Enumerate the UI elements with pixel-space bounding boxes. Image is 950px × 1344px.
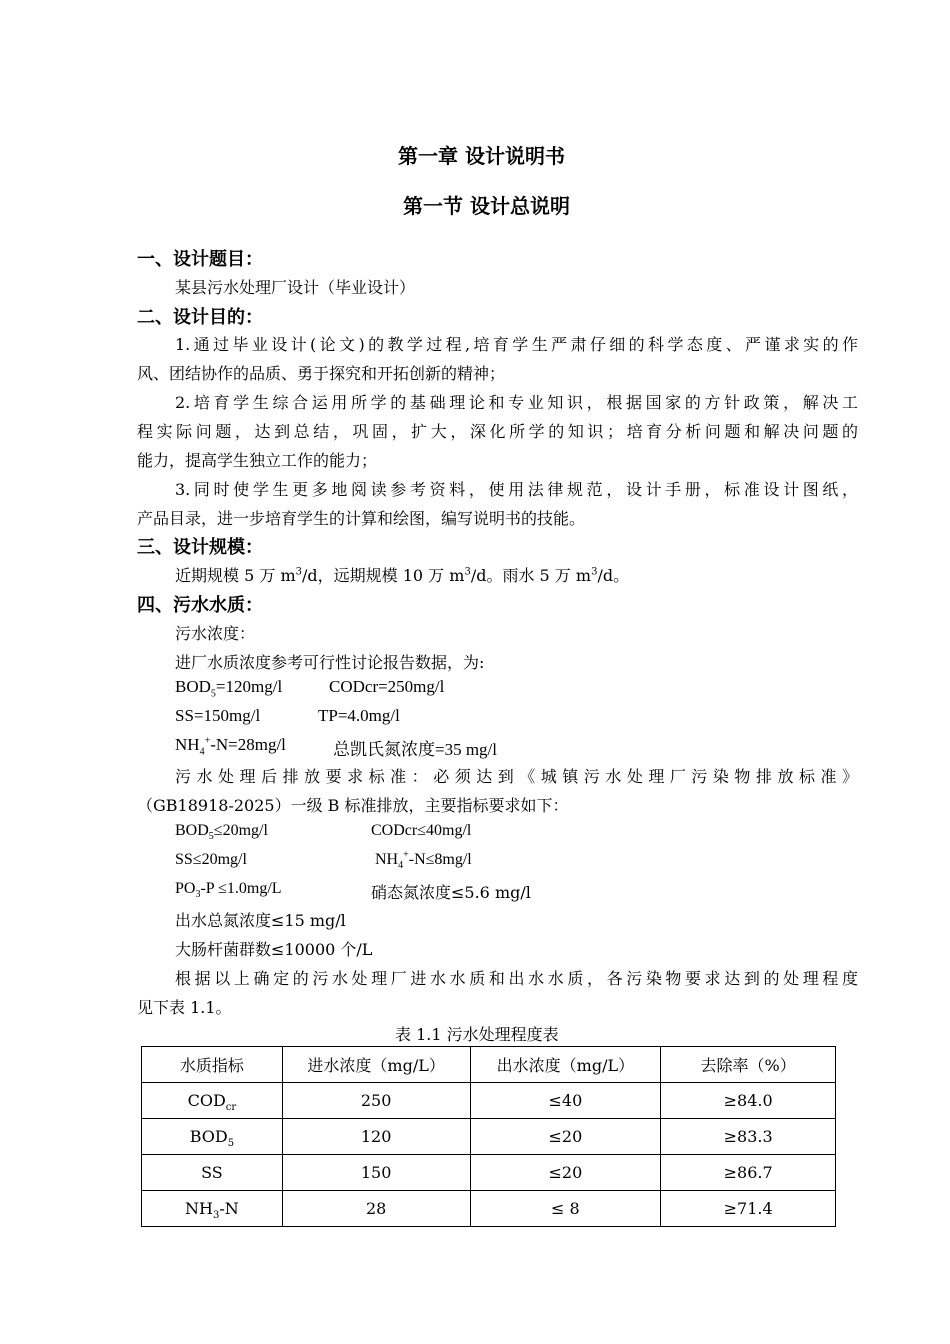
header-cell: 出水浓度（mg/L） (470, 1047, 661, 1083)
purpose-2-line-1: 2.培育学生综合运用所学的基础理论和专业知识，根据国家的方针政策，解决工 (175, 393, 858, 412)
table-row (142, 1155, 836, 1191)
effluent-cell: ≤40 (470, 1083, 661, 1119)
discharge-standard-line-2: （GB18918-2025）一级 B 标准排放，主要指标要求如下： (137, 796, 569, 815)
chapter-title: 第一章 设计说明书 (398, 144, 565, 168)
effluent-cell: ≤20 (470, 1119, 661, 1155)
indicator-cell: $BOD_5$ (142, 1119, 283, 1155)
table-header-row (142, 1047, 836, 1083)
removal-rate-cell: ≥83.3 (661, 1119, 836, 1155)
influent-cell: 28 (282, 1191, 470, 1227)
influent-intro: 进厂水质浓度参考可行性讨论报告数据，为: (175, 653, 485, 672)
effluent-total-nitrogen: 出水总氮浓度≤15 mg/l (175, 911, 346, 930)
heading-sewage-quality: 四、污水水质： (137, 595, 263, 616)
table-row (142, 1119, 836, 1155)
purpose-2-line-3: 能力，提高学生独立工作的能力； (137, 451, 378, 470)
purpose-3-line-2: 产品目录，进一步培育学生的计算和绘图，编写说明书的技能。 (137, 509, 586, 528)
indicator-cell: SS (142, 1155, 283, 1191)
effluent-nh4: $NH_4^+-N\le 8mg/l$ (375, 849, 472, 872)
influent-tkn: 总凯氏氮浓度=35 mg/l (333, 740, 498, 759)
header-cell: 进水浓度（mg/L） (282, 1047, 470, 1083)
influent-bod: $BOD_5=120mg/l$ (175, 677, 283, 700)
heading-design-scale: 三、设计规模： (137, 537, 263, 558)
design-topic-text: 某县污水处理厂设计（毕业设计） (175, 278, 416, 297)
table-row (142, 1083, 836, 1119)
conclusion-line-2: 见下表 1.1。 (137, 998, 232, 1017)
section-title: 第一节 设计总说明 (403, 194, 570, 218)
influent-ss: SS=150mg/l (175, 706, 261, 725)
table-row (142, 1191, 836, 1227)
effluent-nitrate: 硝态氮浓度≤5.6 mg/l (371, 883, 531, 902)
influent-nh4: $NH_4^+-N=28mg/l$ (175, 735, 286, 758)
effluent-cod: CODcr≤40mg/l (371, 822, 472, 839)
purpose-3-line-1: 3.同时使学生更多地阅读参考资料，使用法律规范，设计手册，标准设计图纸， (175, 480, 858, 499)
effluent-ss: SS≤20mg/l (175, 851, 247, 868)
design-scale-text: 近期规模 5 万 $m^3/d$，远期规模 10 万 $m^3/d$。雨水 5 万 $m^3/d$。 (175, 566, 630, 585)
indicator-cell: $COD_{cr}$ (142, 1083, 283, 1119)
effluent-bod: $BOD_5\le 20mg/l$ (175, 822, 268, 843)
removal-rate-cell: ≥86.7 (661, 1155, 836, 1191)
influent-cell: 120 (282, 1119, 470, 1155)
effluent-po: $PO_3-P \le 1.0mg/L$ (175, 880, 282, 901)
effluent-coliform: 大肠杆菌群数≤10000 个/L (175, 940, 373, 959)
influent-cell: 250 (282, 1083, 470, 1119)
heading-design-purpose: 二、设计目的： (137, 307, 263, 328)
purpose-1-line-1: 1.通过毕业设计(论文)的教学过程,培育学生严肃仔细的科学态度、严谨求实的作 (175, 335, 858, 354)
purpose-1-line-2: 风、团结协作的品质、勇于探究和开拓创新的精神； (137, 364, 506, 383)
header-cell: 水质指标 (142, 1047, 283, 1083)
removal-rate-cell: ≥84.0 (661, 1083, 836, 1119)
treatment-degree-table (141, 1046, 836, 1227)
indicator-cell: $NH_3-N$ (142, 1191, 283, 1227)
purpose-2-line-2: 程实际问题，达到总结，巩固，扩大，深化所学的知识；培育分析问题和解决问题的 (137, 422, 858, 441)
influent-tp: TP=4.0mg/l (318, 706, 400, 725)
influent-cod: CODcr=250mg/l (329, 677, 445, 696)
effluent-cell: ≤ 8 (470, 1191, 661, 1227)
removal-rate-cell: ≥71.4 (661, 1191, 836, 1227)
discharge-standard-line-1: 污水处理后排放要求标准：必须达到《城镇污水处理厂污染物排放标准》 (175, 767, 858, 786)
table-caption: 表 1.1 污水处理程度表 (395, 1025, 559, 1044)
influent-cell: 150 (282, 1155, 470, 1191)
effluent-cell: ≤20 (470, 1155, 661, 1191)
sewage-concentration-label: 污水浓度： (175, 624, 256, 643)
header-cell: 去除率（%） (661, 1047, 836, 1083)
heading-design-topic: 一、设计题目： (137, 249, 263, 270)
conclusion-line-1: 根据以上确定的污水处理厂进水水质和出水水质，各污染物要求达到的处理程度 (175, 969, 858, 988)
